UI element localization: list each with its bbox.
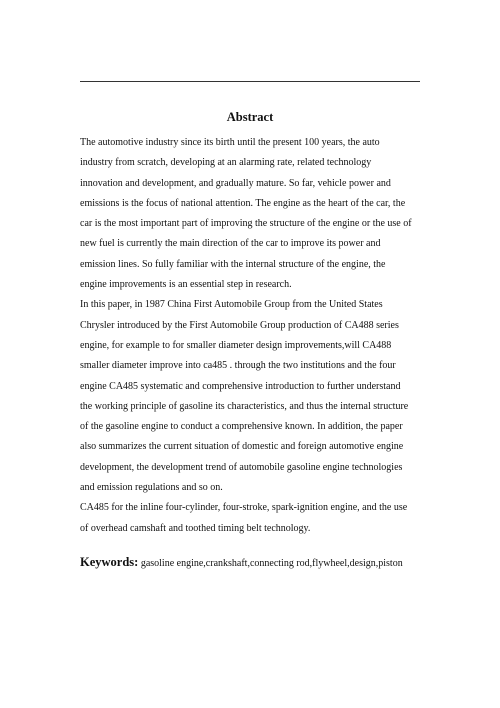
text-line: CA485 for the inline four-cylinder, four-stroke, spark-ignition engine, and the use: [80, 502, 408, 514]
text-line: development, the development trend of automobile gasoline engine technologies: [80, 461, 403, 473]
text-line: also summarizes the current situation of domestic and foreign automotive engine: [80, 441, 404, 453]
text-line: emissions is the focus of national attention. The engine as the heart of the car, the: [80, 197, 406, 209]
text-line: new fuel is currently the main direction of the car to improve its power and: [80, 238, 381, 250]
abstract-title: Abstract: [226, 110, 274, 124]
text-line: and emission regulations and so on.: [80, 482, 223, 494]
keywords: [80, 553, 430, 573]
paragraph-3: [80, 498, 425, 539]
text-line: The automotive industry since its birth until the present 100 years, the auto: [80, 137, 380, 148]
text-line: emission lines. So fully familiar with the internal structure of the engine, the: [80, 258, 386, 270]
text-line: industry from scratch, developing at an alarming rate, related technology: [80, 157, 372, 169]
text-line: of overhead camshaft and toothed timing belt technology.: [80, 522, 311, 534]
text-line: car is the most important part of improving the structure of the engine or the use of: [80, 218, 412, 230]
keywords-text: gasoline engine,crankshaft,connecting rod,flywheel,design,piston: [140, 558, 403, 569]
abstract-body: [80, 133, 425, 539]
text-line: of the gasoline engine to conduct a comprehensive known. In addition, the paper: [80, 421, 403, 433]
text-line: engine, for example to for smaller diameter design improvements,will CA488: [80, 339, 392, 351]
text-line: Chrysler introduced by the First Automobile Group production of CA488 series: [80, 319, 399, 331]
text-line: In this paper, in 1987 China First Automobile Group from the United States: [80, 299, 383, 311]
text-line: the working principle of gasoline its characteristics, and thus the internal structure: [80, 400, 409, 412]
text-line: innovation and development, and gradually mature. So far, vehicle power and: [80, 177, 391, 189]
keywords-label: Keywords:: [80, 555, 139, 569]
text-line: engine CA485 systematic and comprehensive introduction to further understand: [80, 380, 401, 392]
paragraph-1: [80, 133, 425, 295]
header-rule: [80, 81, 420, 82]
text-line: engine improvements is an essential step in research.: [80, 279, 292, 291]
paragraph-2: [80, 295, 425, 498]
text-line: smaller diameter improve into ca485 . through the two institutions and the four: [80, 360, 396, 372]
